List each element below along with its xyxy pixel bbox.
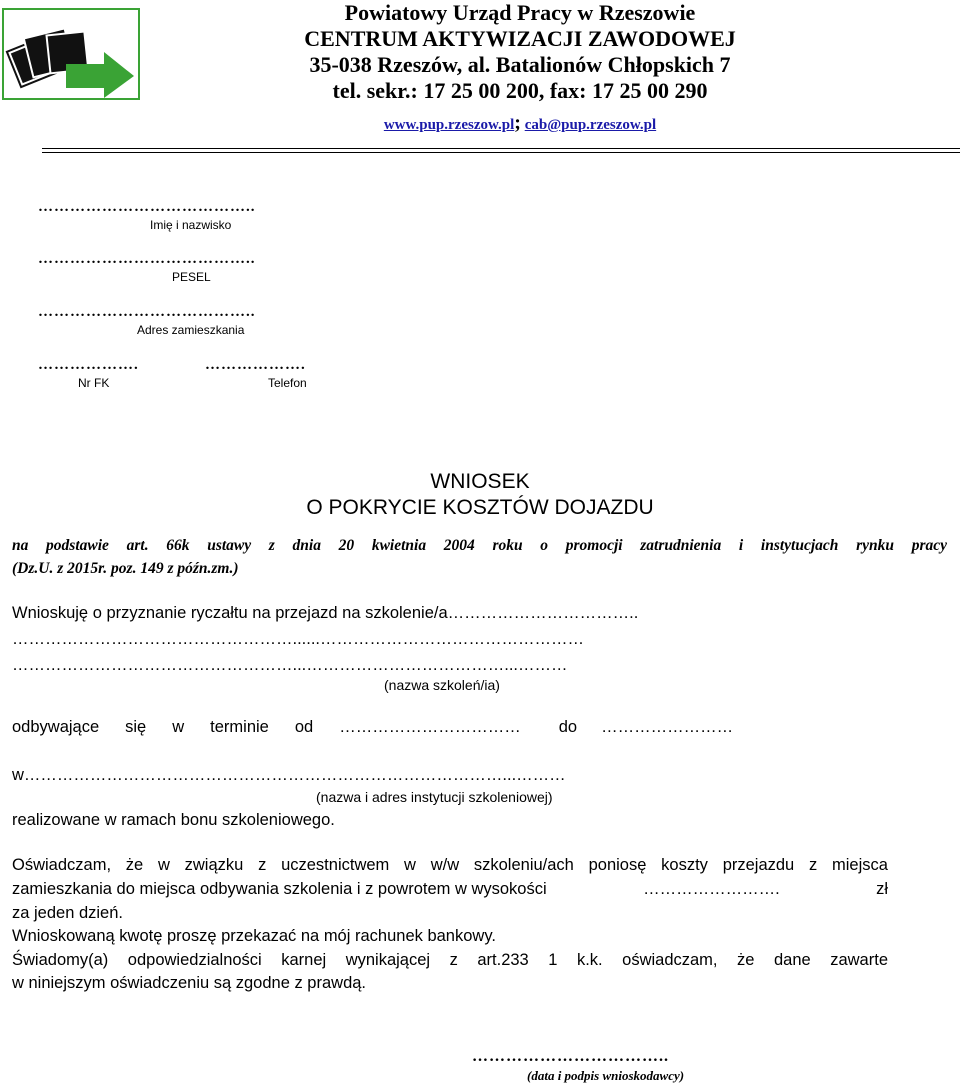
document-subtitle: O POKRYCIE KOSZTÓW DOJAZDU	[306, 496, 654, 519]
declaration-word: szkoleniu/ach	[473, 856, 574, 874]
declaration-line1	[12, 856, 888, 875]
legal-basis-line2: (Dz.U. z 2015r. poz. 149 z późn.zm.)	[12, 560, 239, 577]
voucher-line: realizowane w ramach bonu szkoleniowego.	[12, 811, 335, 829]
request-line: Wnioskuję o przyznanie ryczałtu na przejazd na szkolenie/a……………………………..	[12, 604, 639, 622]
declaration-word: oświadczam,	[622, 951, 718, 969]
header-divider	[42, 148, 960, 149]
document-title: WNIOSEK	[430, 470, 530, 493]
contact-links	[200, 112, 840, 135]
declaration-word: związku	[184, 856, 244, 874]
office-address: 35-038 Rzeszów, al. Batalionów Chłopskich 7	[309, 52, 731, 77]
phone-label: Telefon	[268, 376, 307, 390]
declaration-word: poniosę	[588, 856, 647, 874]
legal-basis-line1: na podstawie art. 66k ustawy z dnia 20 kwietnia 2004 roku o promocji zatrudnienia i instytucjach rynku pracy	[12, 537, 947, 554]
amount-dots-field[interactable]: …………………….	[643, 880, 780, 898]
declaration-line4: Wnioskowaną kwotę proszę przekazać na mój rachunek bankowy.	[12, 927, 496, 945]
declaration-word: art.233	[477, 951, 529, 969]
website-link[interactable]: www.pup.rzeszow.pl	[383, 117, 515, 133]
institution-dots-line[interactable]: w……………………………………………………………………………...………	[12, 766, 566, 784]
declaration-word: wynikającej	[345, 951, 431, 969]
declaration-word: z	[808, 856, 818, 874]
currency-label: zł	[876, 880, 888, 898]
term-word: odbywające	[12, 718, 100, 736]
declaration-word: w	[157, 856, 170, 874]
term-to-label: do	[558, 718, 578, 736]
term-word: w	[172, 718, 185, 736]
declaration-line2	[12, 880, 888, 899]
term-from-dots[interactable]: ……………………………	[339, 718, 521, 736]
term-word: się	[125, 718, 147, 736]
center-name: CENTRUM AKTYWIZACJI ZAWODOWEJ	[304, 26, 736, 51]
address-label: Adres zamieszkania	[137, 323, 245, 337]
term-to-dots[interactable]: ……………………	[601, 718, 734, 736]
phone-field-dots[interactable]: ……………….	[205, 357, 306, 373]
declaration-line5	[12, 951, 888, 970]
declaration-word: miejsca	[831, 856, 888, 874]
office-name: Powiatowy Urząd Pracy w Rzeszowie	[344, 0, 696, 25]
declaration-line3: za jeden dzień.	[12, 904, 123, 922]
declaration-word: z	[258, 856, 267, 874]
declaration-word: w	[404, 856, 416, 874]
links-separator: ;	[514, 112, 521, 134]
declaration-word: k.k.	[576, 951, 603, 969]
address-field-dots[interactable]: …………………………………..	[38, 304, 256, 320]
pesel-label: PESEL	[172, 270, 211, 284]
fk-field-dots[interactable]: ……………….	[38, 357, 139, 373]
declaration-word: dane	[773, 951, 811, 969]
term-word: od	[294, 718, 314, 736]
declaration-word: odpowiedzialności	[127, 951, 262, 969]
pesel-field-dots[interactable]: …………………………………..	[38, 251, 256, 267]
signature-dots[interactable]: ……………………………..	[472, 1048, 669, 1065]
name-label: Imię i nazwisko	[150, 218, 232, 232]
fk-label: Nr FK	[78, 376, 110, 390]
term-word: terminie	[210, 718, 269, 736]
declaration-word: 1	[548, 951, 558, 969]
cards-arrow-logo-icon	[2, 8, 140, 100]
declaration-amount-text: zamieszkania do miejsca odbywania szkolenia i z powrotem w wysokości	[12, 880, 547, 898]
declaration-word: zawarte	[830, 951, 888, 969]
training-dots-line3[interactable]: ……………………………………………...………………………………...………	[12, 656, 568, 674]
training-caption: (nazwa szkoleń/ia)	[384, 677, 500, 693]
signature-caption: (data i podpis wnioskodawcy)	[527, 1068, 685, 1083]
term-line	[12, 718, 888, 737]
office-logo	[2, 8, 140, 100]
declaration-word: karnej	[281, 951, 327, 969]
declaration-word: Oświadczam,	[12, 856, 112, 874]
declaration-line6: w niniejszym oświadczeniu są zgodne z prawdą.	[12, 974, 367, 992]
declaration-word: że	[125, 856, 144, 874]
declaration-word: koszty	[661, 856, 708, 874]
office-phone: tel. sekr.: 17 25 00 200, fax: 17 25 00 290	[332, 78, 708, 103]
header-divider-2	[42, 152, 960, 153]
email-link[interactable]: cab@pup.rzeszow.pl	[524, 117, 657, 133]
declaration-word: z	[449, 951, 458, 969]
training-dots-line2[interactable]: ……………………………………………......…………………………………………	[12, 630, 585, 648]
declaration-word: przejazdu	[722, 856, 795, 874]
declaration-word: że	[737, 951, 755, 969]
declaration-word: Świadomy(a)	[12, 951, 109, 969]
declaration-word: uczestnictwem	[281, 856, 390, 874]
name-field-dots[interactable]: …………………………………..	[38, 199, 256, 215]
declaration-word: w/w	[430, 856, 460, 874]
institution-caption: (nazwa i adres instytucji szkoleniowej)	[316, 789, 553, 805]
